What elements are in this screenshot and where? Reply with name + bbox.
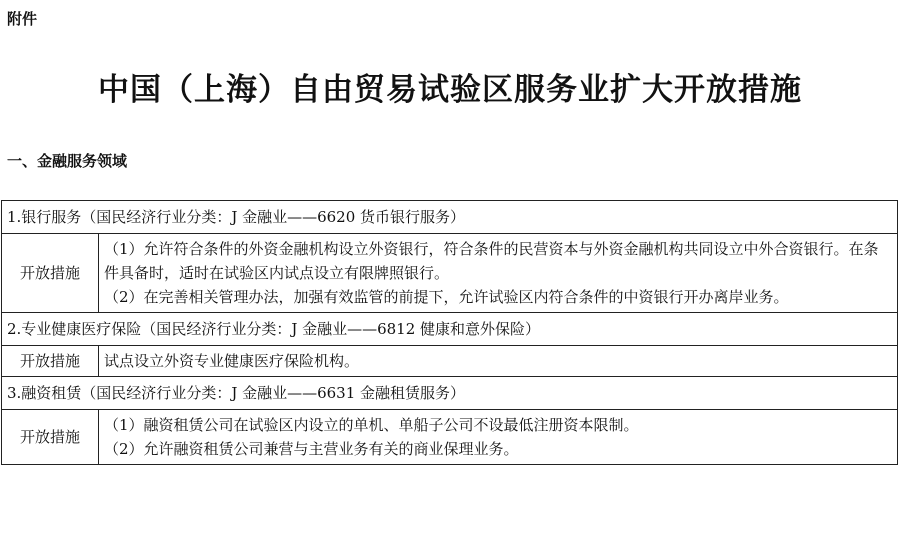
measures-row-leasing (2, 410, 898, 465)
category-title: 2.专业健康医疗保险（国民经济行业分类：J 金融业——6812 健康和意外保险） (2, 313, 898, 346)
measures-row-health-insurance (2, 346, 898, 377)
measure-item: （1）融资租赁公司在试验区内设立的单机、单船子公司不设最低注册资本限制。 (104, 416, 639, 434)
category-title: 1.银行服务（国民经济行业分类：J 金融业——6620 货币银行服务） (2, 201, 898, 234)
document-title: 中国（上海）自由贸易试验区服务业扩大开放措施 (98, 72, 802, 108)
measure-item: （1）允许符合条件的外资金融机构设立外资银行，符合条件的民营资本与外资金融机构共同设立中外合资银行。在条件具备时，适时在试验区内试点设立有限牌照银行。 (104, 240, 879, 282)
measures-label: 开放措施 (2, 410, 99, 465)
measures-table (1, 200, 898, 465)
measure-item: （2）允许融资租赁公司兼营与主营业务有关的商业保理业务。 (104, 440, 519, 458)
section-heading: 一、金融服务领域 (7, 152, 128, 170)
category-row-leasing (2, 377, 898, 410)
measures-label: 开放措施 (2, 346, 99, 377)
measures-label: 开放措施 (2, 234, 99, 313)
category-title: 3.融资租赁（国民经济行业分类：J 金融业——6631 金融租赁服务） (2, 377, 898, 410)
measures-content (99, 234, 898, 313)
category-row-banking (2, 201, 898, 234)
measures-row-banking (2, 234, 898, 313)
measures-content (99, 410, 898, 465)
attachment-label: 附件 (7, 10, 38, 28)
measure-item: 试点设立外资专业健康医疗保险机构。 (104, 352, 360, 370)
measure-item: （2）在完善相关管理办法，加强有效监管的前提下，允许试验区内符合条件的中资银行开办离岸业务。 (104, 288, 789, 306)
measures-content (99, 346, 898, 377)
category-row-health-insurance (2, 313, 898, 346)
